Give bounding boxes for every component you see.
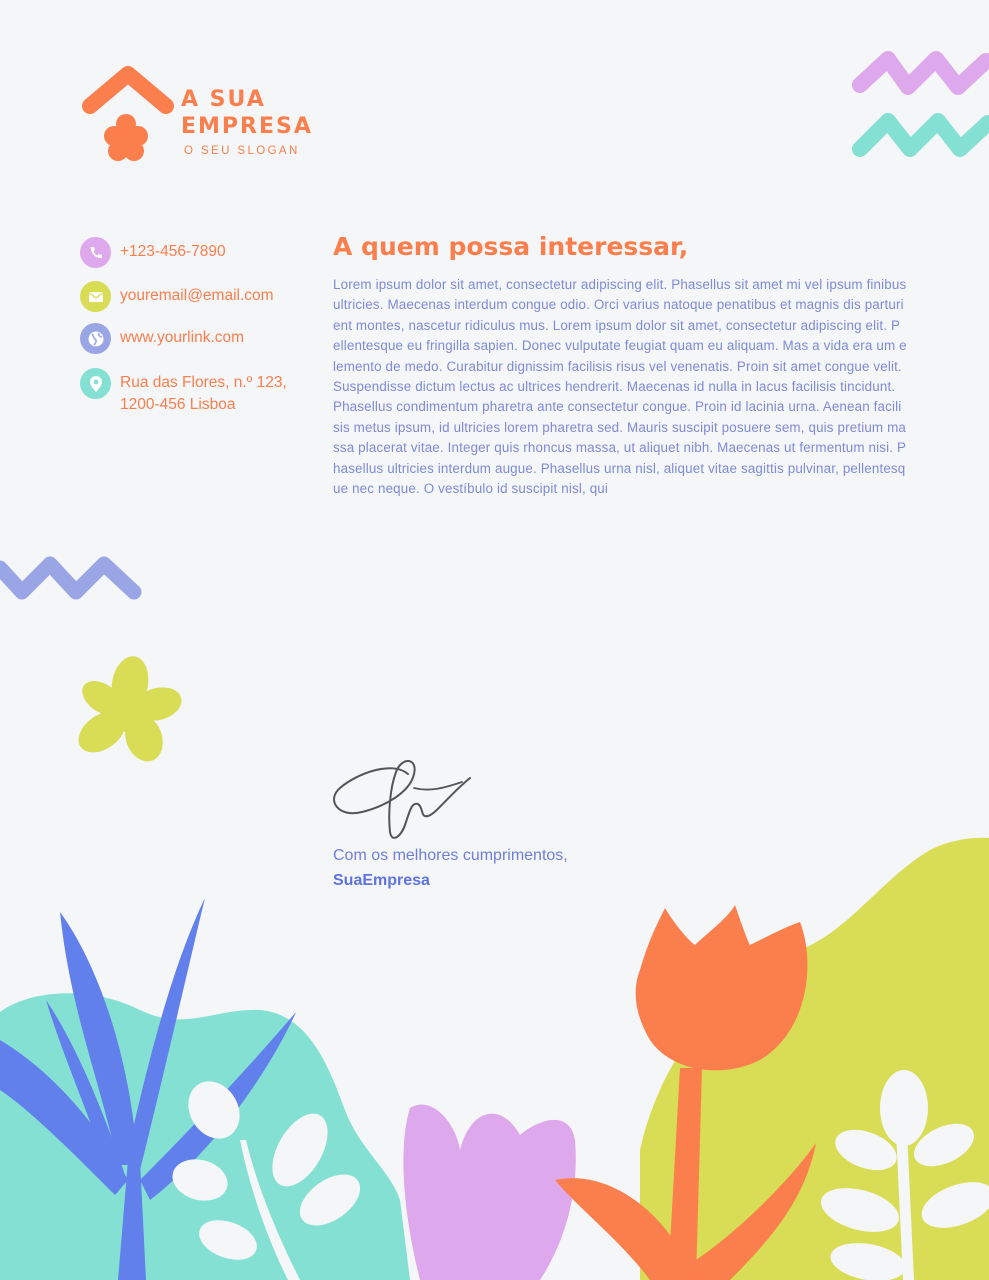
signature-company-name: SuaEmpresa: [333, 872, 430, 889]
contact-website: [80, 323, 320, 354]
contact-email: [80, 281, 320, 312]
letter-greeting: A quem possa interessar,: [333, 232, 689, 261]
company-name: A SUA EMPRESA: [181, 87, 313, 139]
flower-decoration-left: [70, 652, 185, 767]
zigzag-decoration-top-right: [850, 45, 989, 165]
phone-icon: [80, 237, 111, 268]
email-icon: [80, 281, 111, 312]
logo-icon: [82, 64, 174, 166]
email-address: youremail@email.com: [120, 287, 274, 304]
lilac-tulip-shape: [403, 1104, 575, 1280]
phone-number: +123-456-7890: [120, 243, 226, 260]
company-slogan: O SEU SLOGAN: [184, 145, 300, 157]
website-link: www.yourlink.com: [120, 329, 245, 346]
contact-address: [80, 368, 320, 416]
letter-closing: Com os melhores cumprimentos,: [333, 847, 568, 864]
signature: [330, 752, 480, 842]
address: Rua das Flores, n.º 123, 1200-456 Lisboa: [120, 374, 287, 413]
globe-icon: [80, 323, 111, 354]
location-pin-icon: [80, 368, 111, 399]
contact-phone: [80, 237, 320, 268]
letter-body: Lorem ipsum dolor sit amet, consectetur adipiscing elit. Phasellus sit amet mi vel ipsum finibus ultricies. Maecenas interdum congue odio. Orci varius natoque penatibus et magnis dis parturient montes, nascetur ridiculus mus. Lorem ipsum dolor sit amet, consectetur adipiscing elit. Pellentesque eu fringilla sapien. Donec vulputate feugiat quam eu aliquam. Mas a vida era um elemento de medo. Curabitur dignissim facilisis risus vel venenatis. Proin sit amet congue velit. Suspendisse dictum lectus ac ultrices hendrerit. Maecenas id nulla in lacus facilisis tincidunt. Phasellus condimentum pharetra ante consectetur congue. Proin id lacinia urna. Aenean facilisis metus ipsum, id ultricies lorem pharetra sed. Mauris suscipit posuere sem, quis pretium massa placerat vitae. Integer quis rhoncus massa, ut aliquet nibh. Maecenas ut fermentum nisi. Phasellus ultricies interdum augue. Phasellus urna nisl, aliquet vitae sagittis pulvinar, pellentesque nec neque. O vestíbulo id suscipit nisl, qui: [333, 277, 907, 497]
zigzag-decoration-left: [0, 550, 150, 610]
botanical-illustration: [0, 830, 989, 1280]
